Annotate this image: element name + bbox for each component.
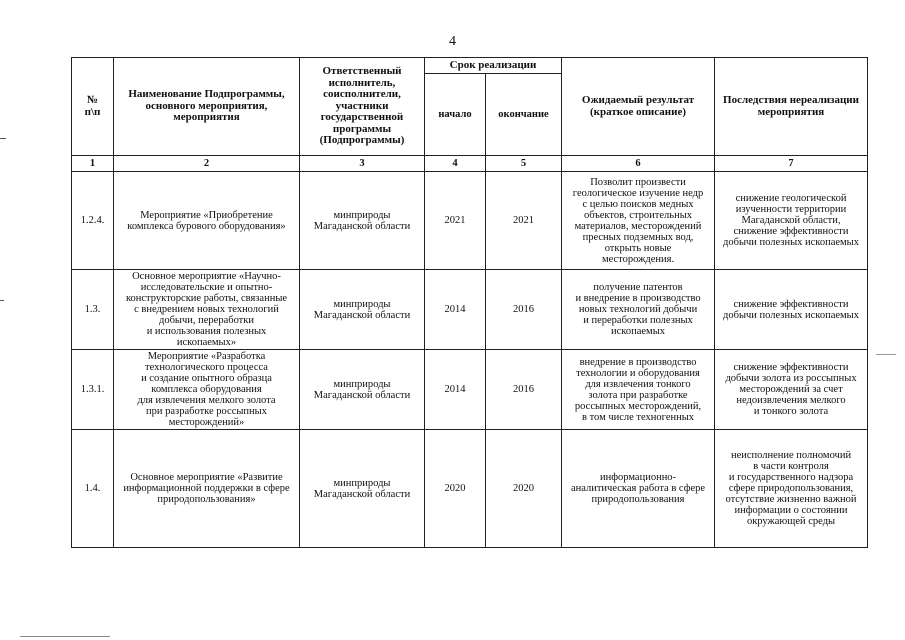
row-end: 2021: [486, 172, 562, 270]
header-result: Ожидаемый результат (краткое описание): [562, 58, 715, 156]
scan-artifact: [20, 636, 110, 637]
row-num: 1.2.4.: [72, 172, 114, 270]
row-start: 2020: [425, 430, 486, 548]
table-header: [72, 58, 868, 172]
row-start: 2014: [425, 350, 486, 430]
column-number: 6: [562, 156, 715, 172]
row-start: 2021: [425, 172, 486, 270]
row-name: Мероприятие «Приобретение комплекса бурового оборудования»: [114, 172, 300, 270]
table-row: [72, 270, 868, 350]
header-executor: Ответственный исполнитель, соисполнители, участники государственной программы (Подпрограммы): [300, 58, 425, 156]
header-consequences: Последствия нереализации мероприятия: [715, 58, 868, 156]
header-term: Срок реализации: [425, 58, 562, 74]
scan-artifact: [0, 138, 6, 139]
row-name: Мероприятие «Разработка технологического процесса и создание опытного образца комплекса оборудования для извлечения мелкого золота при разработке россыпных месторождений»: [114, 350, 300, 430]
header-num: № п\п: [72, 58, 114, 156]
activities-table: [71, 57, 868, 548]
row-executor: минприроды Магаданской области: [300, 350, 425, 430]
column-number: 5: [486, 156, 562, 172]
row-result: Позволит произвести геологическое изучение недр с целью поисков медных объектов, строительных материалов, месторождений пресных подземных вод, открыть новые месторождения.: [562, 172, 715, 270]
row-end: 2020: [486, 430, 562, 548]
row-consequences: неисполнение полномочий в части контроля и государственного надзора сфере природопользования, отсутствие жизненно важной информации о состоянии окружающей среды: [715, 430, 868, 548]
column-number: 4: [425, 156, 486, 172]
row-executor: минприроды Магаданской области: [300, 430, 425, 548]
row-consequences: снижение геологической изученности территории Магаданской области, снижение эффективности добычи полезных ископаемых: [715, 172, 868, 270]
row-name: Основное мероприятие «Научно- исследовательские и опытно- конструкторские работы, связанные с внедрением новых технологий добычи, переработки и использования полезных ископаемых»: [114, 270, 300, 350]
table-row: [72, 430, 868, 548]
scan-artifact: [0, 300, 4, 301]
row-num: 1.3.: [72, 270, 114, 350]
row-name: Основное мероприятие «Развитие информационной поддержки в сфере природопользования»: [114, 430, 300, 548]
column-numbers-row: [72, 156, 868, 172]
page-number: 4: [449, 34, 456, 49]
row-num: 1.3.1.: [72, 350, 114, 430]
row-consequences: снижение эффективности добычи золота из россыпных месторождений за счет недоизвлечения мелкого и тонкого золота: [715, 350, 868, 430]
table-row: [72, 350, 868, 430]
scan-artifact: [876, 354, 896, 355]
row-num: 1.4.: [72, 430, 114, 548]
table-row: [72, 172, 868, 270]
row-end: 2016: [486, 350, 562, 430]
header-start: начало: [425, 74, 486, 156]
header-name: Наименование Подпрограммы, основного мероприятия, мероприятия: [114, 58, 300, 156]
row-end: 2016: [486, 270, 562, 350]
column-number: 2: [114, 156, 300, 172]
row-consequences: снижение эффективности добычи полезных ископаемых: [715, 270, 868, 350]
row-executor: минприроды Магаданской области: [300, 270, 425, 350]
row-result: получение патентов и внедрение в производство новых технологий добычи и переработки полезных ископаемых: [562, 270, 715, 350]
header-end: окончание: [486, 74, 562, 156]
row-result: внедрение в производство технологии и оборудования для извлечения тонкого золота при разработке россыпных месторождений, в том числе техногенных: [562, 350, 715, 430]
column-number: 1: [72, 156, 114, 172]
row-executor: минприроды Магаданской области: [300, 172, 425, 270]
row-result: информационно- аналитическая работа в сфере природопользования: [562, 430, 715, 548]
column-number: 7: [715, 156, 868, 172]
row-start: 2014: [425, 270, 486, 350]
column-number: 3: [300, 156, 425, 172]
